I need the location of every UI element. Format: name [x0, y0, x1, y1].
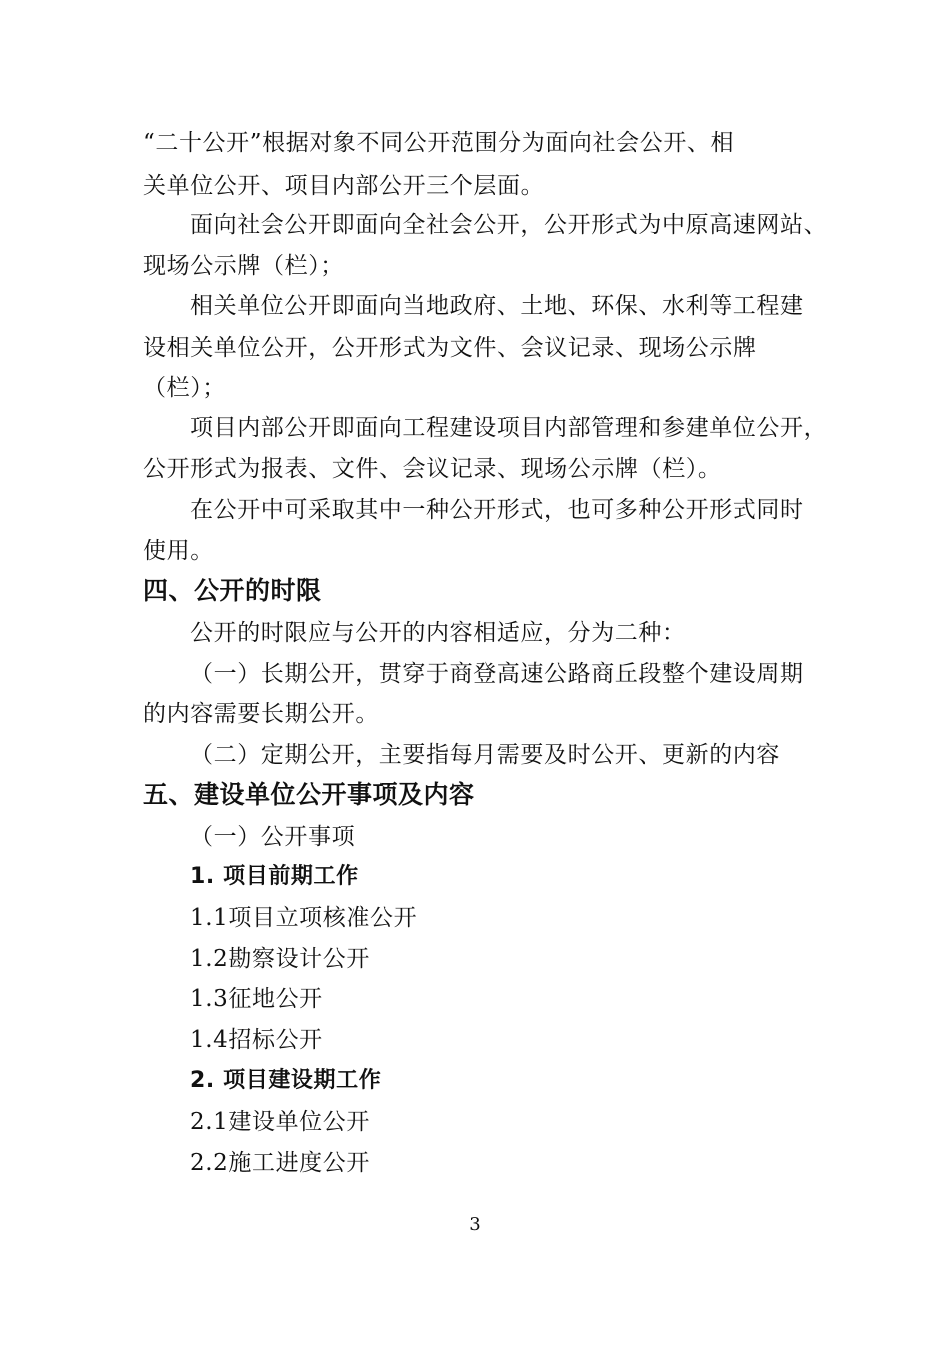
- section-heading-4: 四、公开的时限: [143, 576, 322, 605]
- paragraph-line-2: 关单位公开、项目内部公开三个层面。: [143, 173, 545, 199]
- paragraph-line-10: 在公开中可采取其中一种公开形式，也可多种公开形式同时: [190, 497, 804, 523]
- list-item-1-3: 1.3征地公开: [190, 986, 323, 1012]
- list-item-2-1: 2.1建设单位公开: [190, 1109, 370, 1135]
- list-item-1-4: 1.4招标公开: [190, 1027, 323, 1053]
- list-item-2-2: 2.2施工进度公开: [190, 1150, 370, 1176]
- paragraph-line-4: 现场公示牌（栏）；: [143, 253, 344, 279]
- paragraph-line-7: （栏）；: [143, 375, 226, 401]
- paragraph-line-1: “二十公开”根据对象不同公开范围分为面向社会公开、相: [143, 130, 735, 156]
- list-item-1-1: 1.1项目立项核准公开: [190, 905, 418, 931]
- subsection-heading-2: 2. 项目建设期工作: [190, 1068, 382, 1093]
- paragraph-line-11: 使用。: [143, 538, 214, 564]
- section-heading-5: 五、建设单位公开事项及内容: [143, 780, 475, 809]
- paragraph-line-8: 项目内部公开即面向工程建设项目内部管理和参建单位公开，: [190, 415, 828, 441]
- paragraph-line-9: 公开形式为报表、文件、会议记录、现场公示牌（栏）。: [143, 456, 722, 482]
- list-item-1-2: 1.2勘察设计公开: [190, 946, 370, 972]
- paragraph-line-6: 设相关单位公开，公开形式为文件、会议记录、现场公示牌: [143, 335, 757, 361]
- page-number: 3: [469, 1214, 481, 1235]
- paragraph-line-13: （一）长期公开，贯穿于商登高速公路商丘段整个建设周期: [190, 661, 804, 687]
- list-heading-1: （一）公开事项: [190, 824, 356, 850]
- paragraph-line-12: 公开的时限应与公开的内容相适应，分为二种：: [190, 620, 686, 646]
- paragraph-line-5: 相关单位公开即面向当地政府、土地、环保、水利等工程建: [190, 293, 804, 319]
- paragraph-line-15: （二）定期公开，主要指每月需要及时公开、更新的内容: [190, 742, 780, 768]
- paragraph-line-14: 的内容需要长期公开。: [143, 701, 379, 727]
- paragraph-line-3: 面向社会公开即面向全社会公开，公开形式为中原高速网站、: [190, 212, 828, 238]
- subsection-heading-1: 1. 项目前期工作: [190, 864, 359, 889]
